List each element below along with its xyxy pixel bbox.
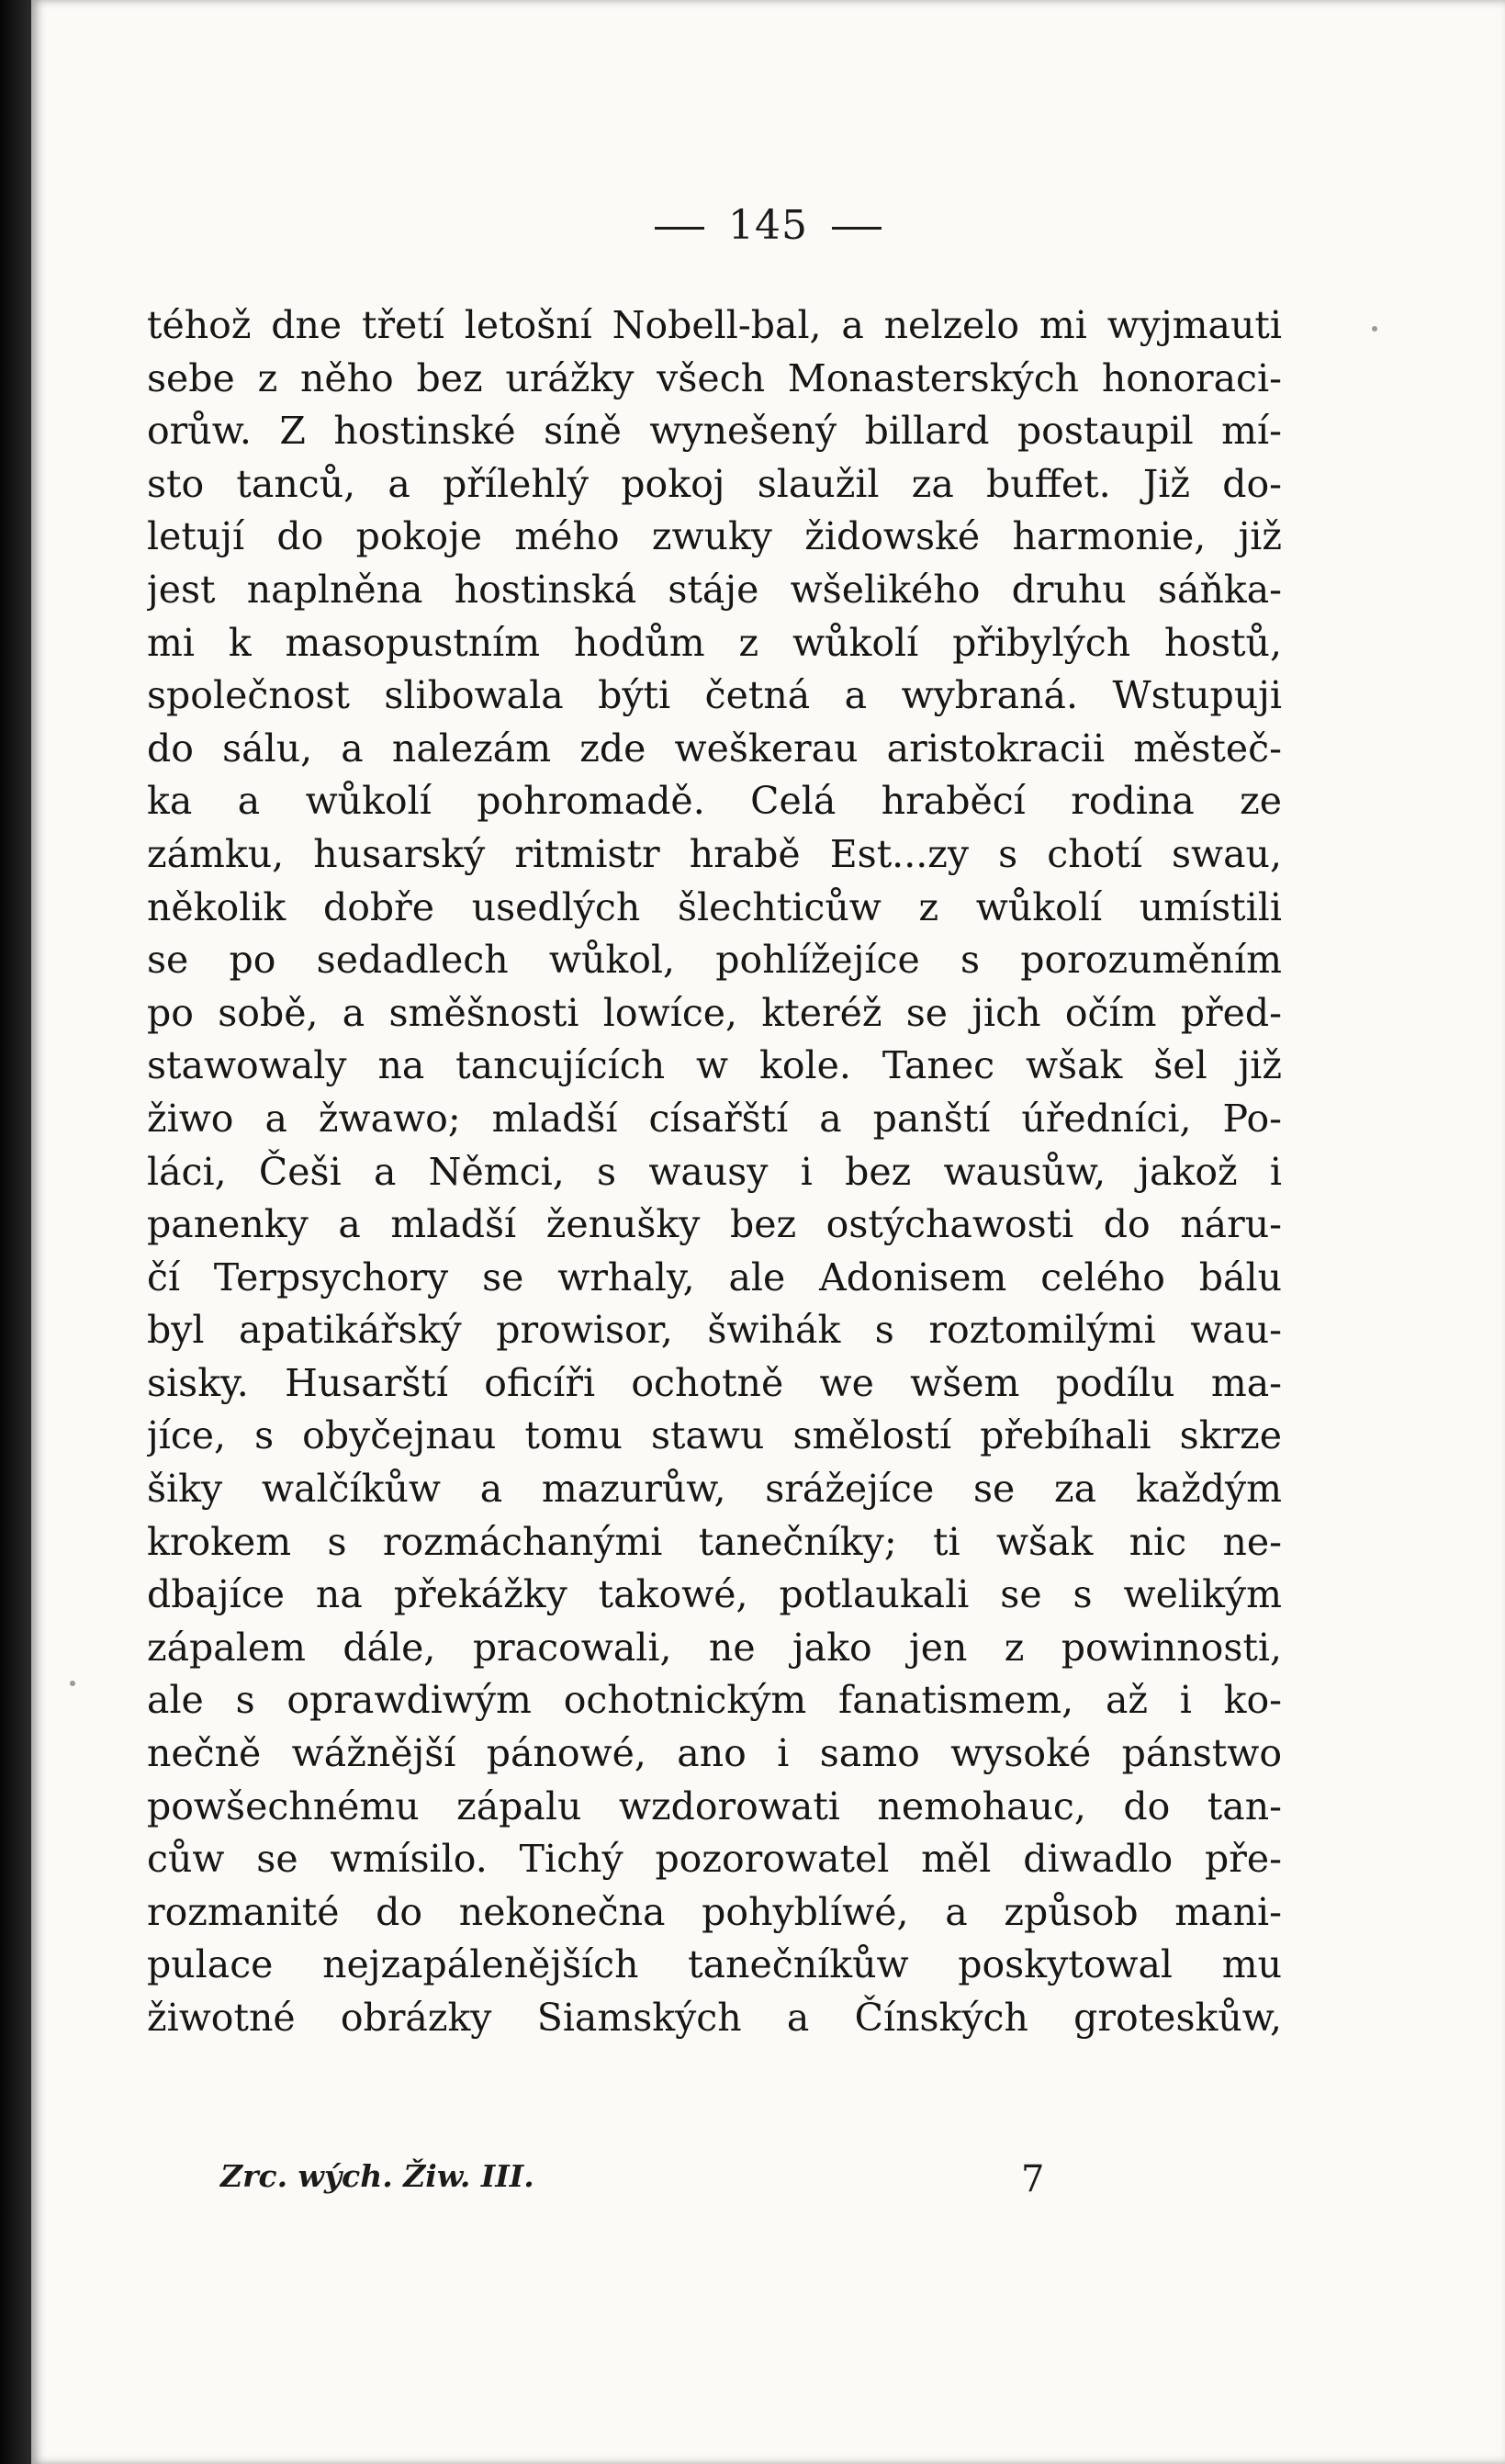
- text-line: se po sedadlech wůkol, pohlížejíce s porozuměním: [147, 938, 1282, 983]
- text-line: několik dobře usedlých šlechticůw z wůkolí umístili: [147, 884, 1282, 929]
- text-line: žiwo a žwawo; mladší císařští a panští úředníci, Po-: [147, 1096, 1282, 1141]
- text-line: po sobě, a směšnosti lowíce, kteréž se jich očím před-: [147, 990, 1282, 1035]
- text-line: šiky walčíkůw a mazurůw, srážejíce se za každým: [147, 1467, 1282, 1512]
- text-line: byl apatikářský prowisor, šwihák s roztomilými wau-: [147, 1308, 1282, 1353]
- page-footer: [147, 2158, 1065, 2204]
- text-line: sisky. Husarští oficíři ochotně we wšem podílu ma-: [147, 1360, 1282, 1405]
- text-line: jest naplněna hostinská stáje wšelikého druhu sáňka-: [147, 567, 1282, 612]
- text-line: krokem s rozmáchanými tanečníky; ti wšak nic ne-: [147, 1519, 1282, 1564]
- text-line: powšechnému zápalu wzdorowati nemohauc, do tan-: [147, 1783, 1282, 1828]
- text-line: sebe z něho bez urážky všech Monasterských honoraci-: [147, 355, 1282, 400]
- text-line: pulace nejzapálenějších tanečníkůw poskytowal mu: [147, 1942, 1282, 1987]
- book-page: [31, 0, 1505, 2464]
- text-line: společnost slibowala býti četná a wybraná. Wstupuji: [147, 673, 1282, 718]
- text-line: stawowaly na tancujících w kole. Tanec wšak šel již: [147, 1043, 1282, 1088]
- text-line: ka a wůkolí pohromadě. Celá hraběcí rodina ze: [147, 779, 1282, 824]
- signature-mark: Zrc. wých. Žiw. III.: [220, 2158, 534, 2194]
- body-text: [147, 299, 1282, 2045]
- text-line: láci, Češi a Němci, s wausy i bez wausůw, jakož i: [147, 1149, 1282, 1194]
- text-line: dbajíce na překážky takowé, potlaukali se s welikým: [147, 1572, 1282, 1617]
- text-line: čí Terpsychory se wrhaly, ale Adonisem celého bálu: [147, 1255, 1282, 1300]
- paper-speck: [1372, 326, 1377, 332]
- text-line: sto tanců, a přílehlý pokoj slaužil za buffet. Již do-: [147, 461, 1282, 506]
- scan-border: [0, 0, 31, 2464]
- text-line: téhož dne třetí letošní Nobell-bal, a nelzelo mi wyjmauti: [147, 303, 1282, 347]
- text-line: do sálu, a nalezám zde weškerau aristokracii městeč-: [147, 726, 1282, 771]
- text-line: panenky a mladší ženušky bez ostýchawosti do náru-: [147, 1202, 1282, 1247]
- text-line: jíce, s obyčejnau tomu stawu smělostí přebíhali skrze: [147, 1413, 1282, 1458]
- text-line: žiwotné obrázky Siamských a Čínských groteskůw,: [147, 1996, 1282, 2040]
- text-line: mi k masopustním hodům z wůkolí přibylých hostů,: [147, 620, 1282, 665]
- text-line: letují do pokoje mého zwuky židowské harmonie, již: [147, 514, 1282, 559]
- text-line: rozmanité do nekonečna pohyblíwé, a způsob mani-: [147, 1889, 1282, 1934]
- right-dash: [832, 227, 882, 230]
- page-number-header: [31, 202, 1505, 249]
- text-line: zápalem dále, pracowali, ne jako jen z powinnosti,: [147, 1625, 1282, 1670]
- left-dash: [655, 227, 704, 230]
- text-line: zámku, husarský ritmistr hrabě Est...zy s chotí swau,: [147, 831, 1282, 876]
- text-line: ale s oprawdiwým ochotnickým fanatismem, až i ko-: [147, 1678, 1282, 1723]
- text-line: nečně wážnější pánowé, ano i samo wysoké pánstwo: [147, 1731, 1282, 1776]
- text-line: orůw. Z hostinské síně wynešený billard postaupil mí-: [147, 409, 1282, 454]
- page-number: 145: [728, 202, 808, 249]
- sheet-number: 7: [1021, 2158, 1045, 2200]
- paper-speck: [70, 1681, 75, 1686]
- text-line: cůw se wmísilo. Tichý pozorowatel měl diwadlo pře-: [147, 1837, 1282, 1882]
